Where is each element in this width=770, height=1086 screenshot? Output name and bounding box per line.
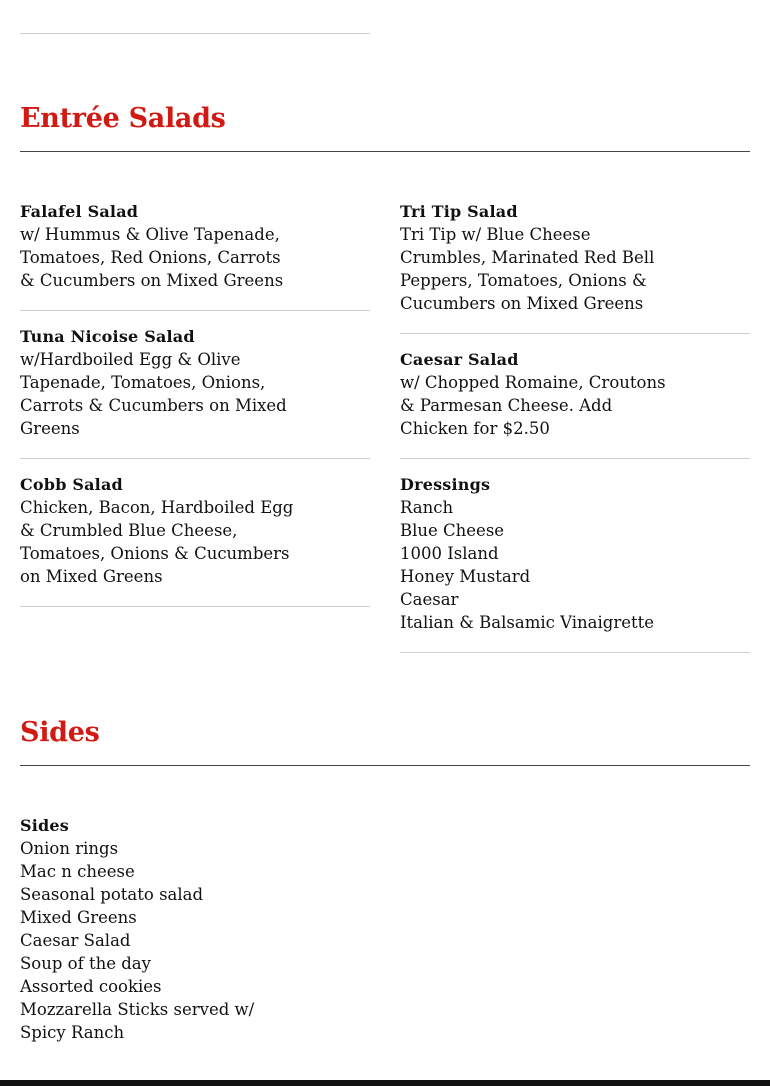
menu-item-name: Sides [20,816,70,835]
menu-item-caesar-salad [400,348,750,459]
entree-salads-left-column [20,200,370,621]
menu-item-tuna-nicoise-salad [20,325,370,459]
menu-item-description: Ranch Blue Cheese 1000 Island Honey Mustard Caesar Italian & Balsamic Vinaigrette [400,498,655,632]
menu-item-name: Tri Tip Salad [400,202,518,221]
menu-item-tri-tip-salad [400,200,750,334]
section-divider-entree-salads [20,151,750,152]
menu-item-description: w/ Hummus & Olive Tapenade, Tomatoes, Red Onions, Carrots & Cucumbers on Mixed Greens [20,225,284,290]
menu-item-description: Tri Tip w/ Blue Cheese Crumbles, Marinated Red Bell Peppers, Tomatoes, Onions & Cucumbers on Mixed Greens [400,225,655,313]
menu-item-name: Dressings [400,475,491,494]
menu-item-name: Caesar Salad [400,350,519,369]
menu-item-name: Falafel Salad [20,202,139,221]
menu-item-description: Chicken, Bacon, Hardboiled Egg & Crumbled Blue Cheese, Tomatoes, Onions & Cucumbers on Mixed Greens [20,498,294,586]
footer-bar [0,1080,770,1086]
menu-item-name: Tuna Nicoise Salad [20,327,195,346]
menu-item-sides [20,814,420,1044]
menu-item-dressings [400,473,750,653]
menu-item-description: w/Hardboiled Egg & Olive Tapenade, Tomatoes, Onions, Carrots & Cucumbers on Mixed Greens [20,350,287,438]
menu-item-falafel-salad [20,200,370,311]
section-divider-sides [20,765,750,766]
sides-column [20,814,420,1044]
menu-item-description: w/ Chopped Romaine, Croutons & Parmesan Cheese. Add Chicken for $2.50 [400,373,666,438]
entree-salads-right-column [400,200,750,667]
menu-item-cobb-salad [20,473,370,607]
top-divider [20,33,370,34]
section-title-sides: Sides [20,717,100,748]
menu-item-name: Cobb Salad [20,475,123,494]
menu-item-description: Onion rings Mac n cheese Seasonal potato salad Mixed Greens Caesar Salad Soup of the day Assorted cookies Mozzarella Sticks served w/ Spicy Ranch [20,839,255,1042]
section-title-entree-salads: Entrée Salads [20,103,226,134]
